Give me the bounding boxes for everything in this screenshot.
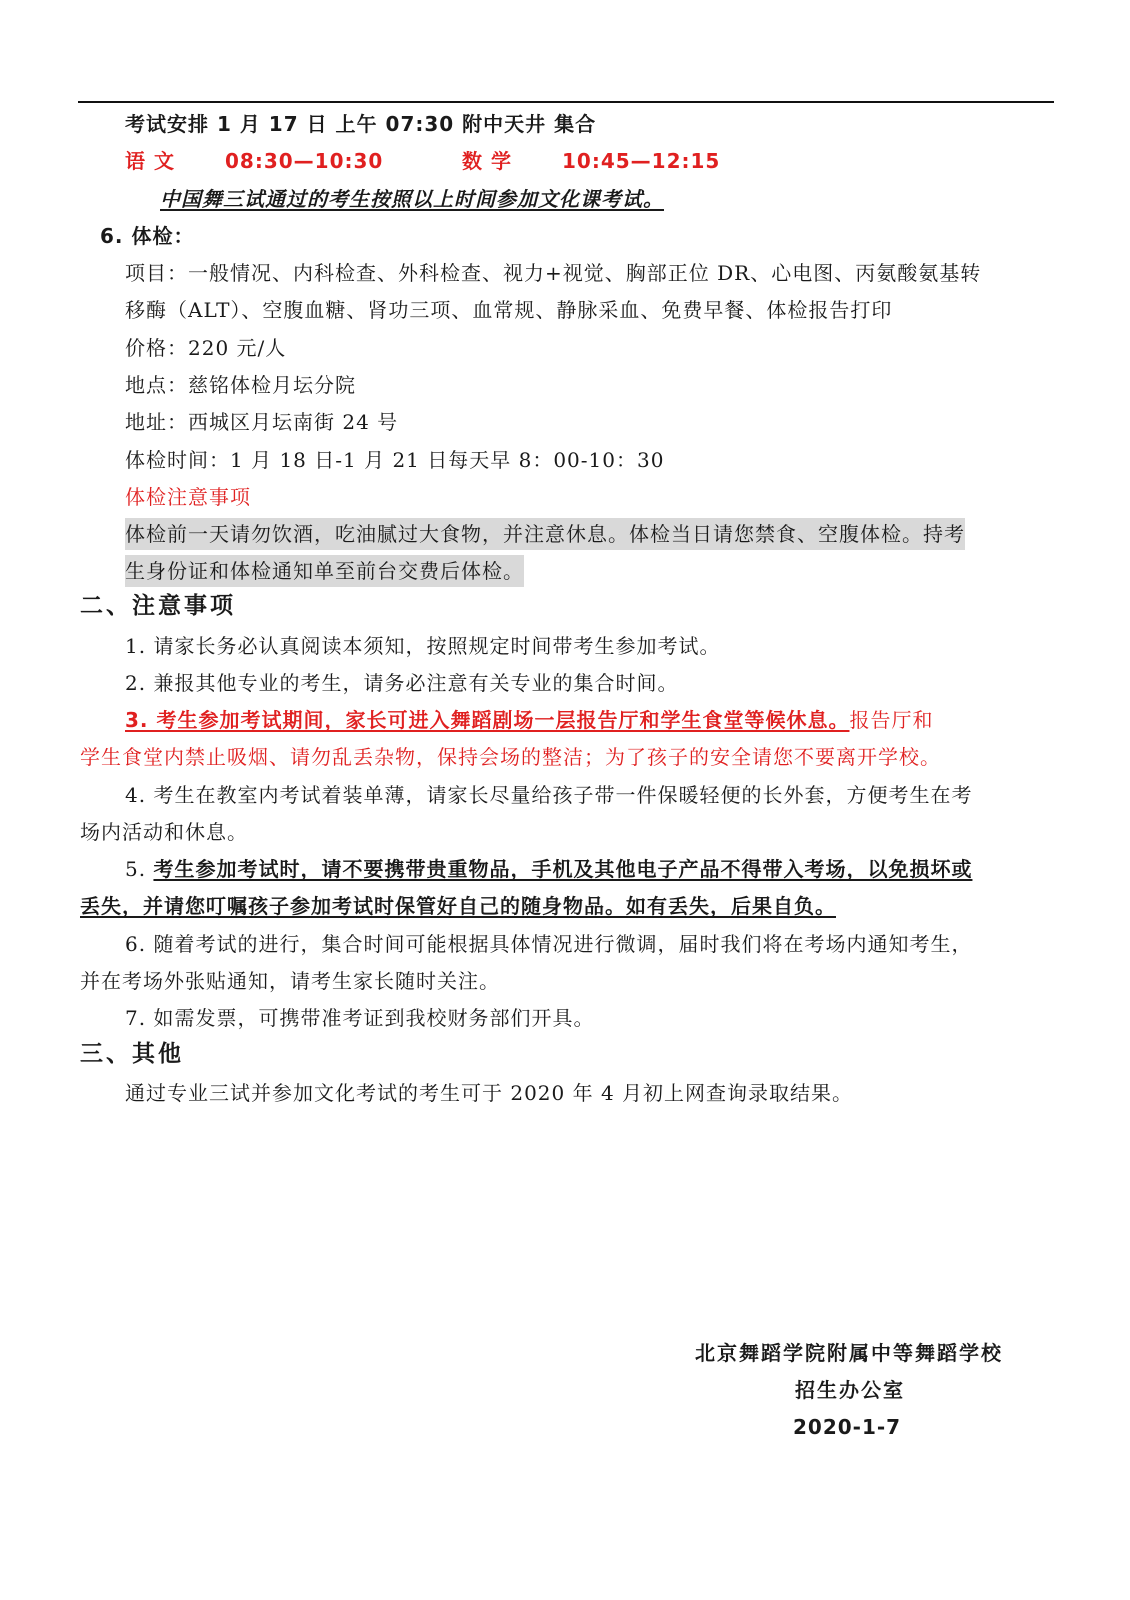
exam-schedule: 考试安排 1 月 17 日 上午 07:30 附中天井 集合 [125, 112, 597, 136]
notice-item-3-rest: 报告厅和 [849, 708, 934, 732]
physical-notice-line2: 生身份证和体检通知单至前台交费后体检。 [125, 555, 524, 587]
physical-notice-title: 体检注意事项 [125, 485, 251, 509]
physical-time: 体检时间：1 月 18 日-1 月 21 日每天早 8：00-10：30 [125, 448, 665, 472]
notice-item-2: 2. 兼报其他专业的考生，请务必注意有关专业的集合时间。 [125, 671, 679, 695]
section3-title: 三、其他 [80, 1041, 184, 1067]
notice-item-3-line1 [125, 706, 933, 734]
notice-item-5-text: 考生参加考试时，请不要携带贵重物品，手机及其他电子产品不得带入考场，以免损坏或 [153, 857, 973, 881]
notice-item-5-line1 [125, 855, 972, 883]
physical-heading: 6. 体检： [100, 224, 195, 248]
notice-item-5-line2: 丢失，并请您叮嘱孩子参加考试时保管好自己的随身物品。如有丢失，后果自负。 [80, 894, 836, 918]
signature-org: 北京舞蹈学院附属中等舞蹈学校 [695, 1341, 1003, 1365]
notice-item-3-line2: 学生食堂内禁止吸烟、请勿乱丢杂物，保持会场的整洁；为了孩子的安全请您不要离开学校。 [80, 745, 941, 769]
signature-office: 招生办公室 [795, 1378, 905, 1402]
math-time: 10:45—12:15 [562, 149, 721, 173]
notice-item-3-bold: 3. 考生参加考试期间，家长可进入舞蹈剧场一层报告厅和学生食堂等候休息。 [125, 708, 850, 732]
signature-date: 2020-1-7 [793, 1415, 902, 1439]
exam-note: 中国舞三试通过的考生按照以上时间参加文化课考试。 [160, 187, 664, 211]
section3-text: 通过专业三试并参加文化考试的考生可于 2020 年 4 月初上网查询录取结果。 [125, 1081, 854, 1105]
physical-location: 地点：慈铭体检月坛分院 [125, 373, 356, 397]
notice-item-4-line1: 4. 考生在教室内考试着装单薄，请家长尽量给孩子带一件保暖轻便的长外套，方便考生在考 [125, 783, 973, 807]
notice-item-5-prefix: 5. [125, 857, 154, 881]
physical-price: 价格：220 元/人 [125, 336, 287, 360]
section2-title: 二、注意事项 [80, 593, 236, 619]
physical-address: 地址：西城区月坛南街 24 号 [125, 410, 399, 434]
notice-item-6-line1: 6. 随着考试的进行，集合时间可能根据具体情况进行微调，届时我们将在考场内通知考生， [125, 932, 973, 956]
physical-items-line2: 移酶（ALT）、空腹血糖、肾功三项、血常规、静脉采血、免费早餐、体检报告打印 [125, 298, 893, 322]
top-rule [78, 101, 1054, 103]
physical-items-line1: 项目：一般情况、内科检查、外科检查、视力+视觉、胸部正位 DR、心电图、丙氨酸氨基转 [125, 261, 982, 285]
notice-item-1: 1. 请家长务必认真阅读本须知，按照规定时间带考生参加考试。 [125, 634, 721, 658]
notice-item-6-line2: 并在考场外张贴通知，请考生家长随时关注。 [80, 969, 500, 993]
math-label: 数 学 [462, 149, 512, 173]
chinese-label: 语 文 [125, 149, 175, 173]
notice-item-7: 7. 如需发票，可携带准考证到我校财务部们开具。 [125, 1006, 595, 1030]
notice-item-4-line2: 场内活动和休息。 [80, 820, 248, 844]
physical-notice-line1: 体检前一天请勿饮酒，吃油腻过大食物，并注意休息。体检当日请您禁食、空腹体检。持考 [125, 518, 965, 550]
chinese-time: 08:30—10:30 [225, 149, 384, 173]
